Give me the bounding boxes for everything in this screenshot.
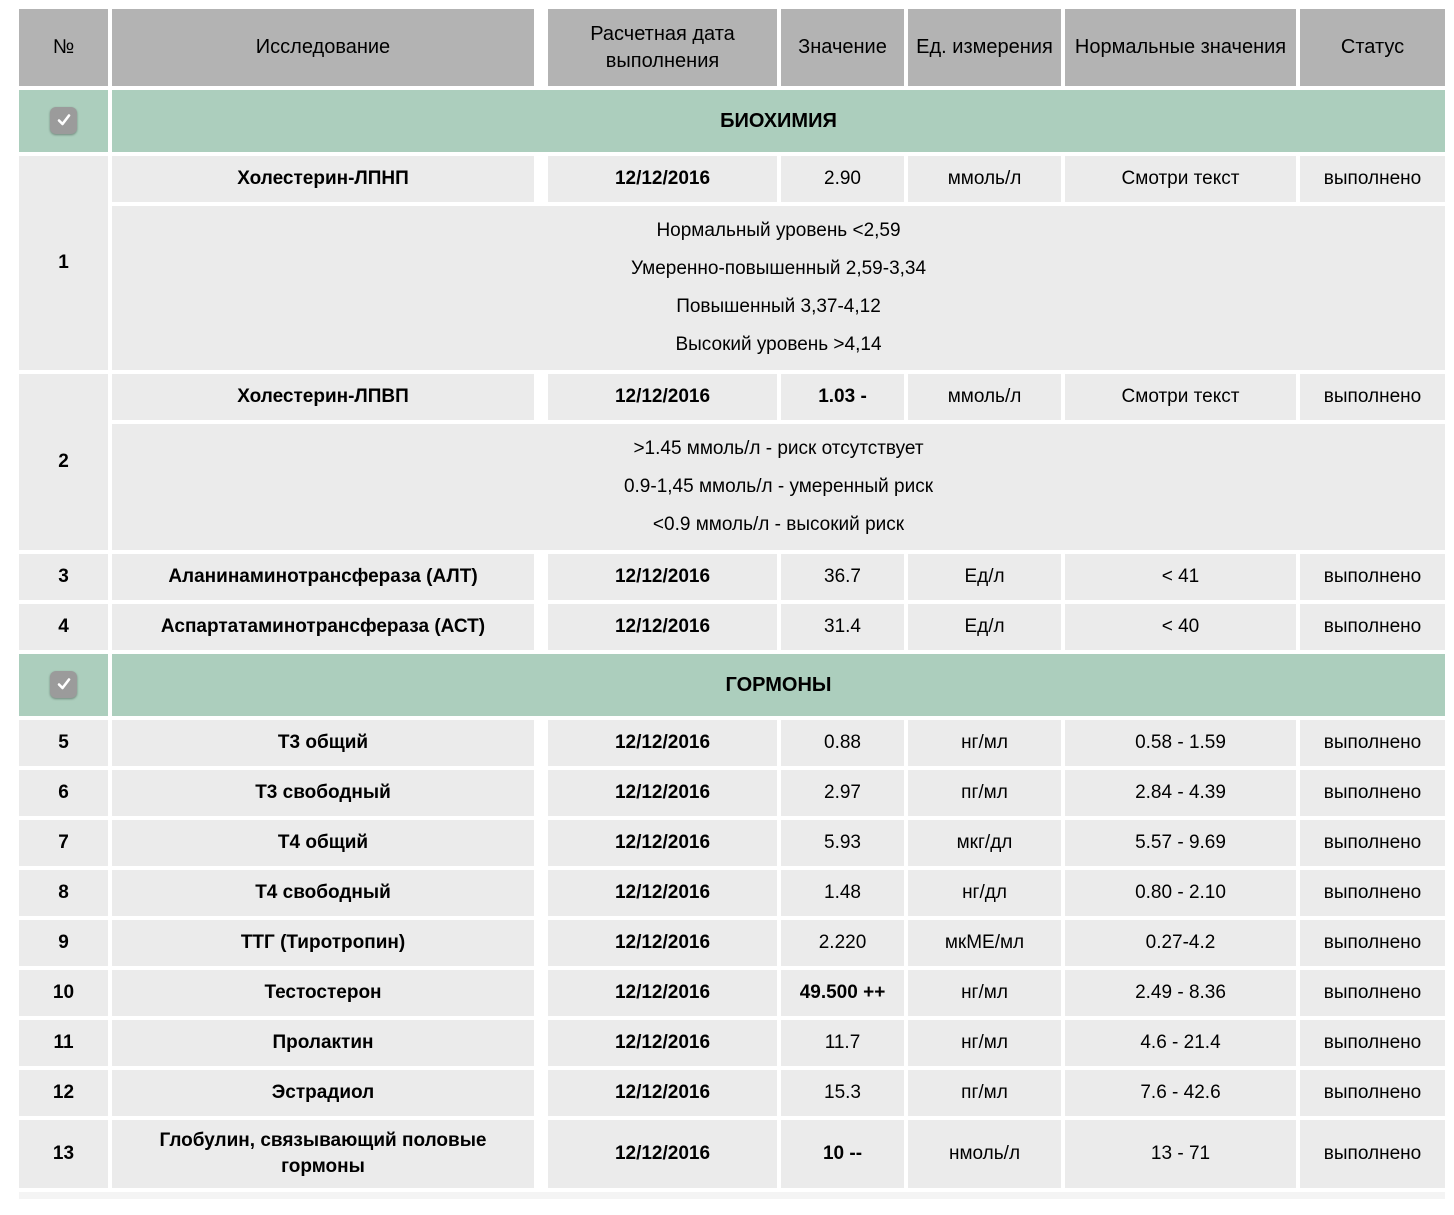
result-row: [19, 1020, 1445, 1066]
note-row: [19, 206, 1445, 370]
result-date: 12/12/2016: [548, 720, 777, 766]
result-row: [19, 1120, 1445, 1188]
test-name: Холестерин-ЛПНП: [112, 156, 544, 202]
row-number: 9: [19, 920, 108, 966]
section-checkbox[interactable]: [50, 671, 77, 698]
section-header: ГОРМОНЫ: [112, 654, 1445, 716]
result-date: 12/12/2016: [548, 970, 777, 1016]
note-text: [112, 424, 1445, 550]
test-name: Т3 общий: [112, 720, 544, 766]
result-status: выполнено: [1300, 554, 1445, 600]
test-name: Тестостерон: [112, 970, 544, 1016]
note-line: >1.45 ммоль/л - риск отсутствует: [633, 438, 924, 459]
test-name: ТТГ (Тиротропин): [112, 920, 544, 966]
column-header-date: Расчетная дата выполнения: [548, 9, 777, 86]
result-date: 12/12/2016: [548, 820, 777, 866]
results-table-body: [19, 90, 1445, 1199]
result-status: выполнено: [1300, 1070, 1445, 1116]
result-unit: нмоль/л: [908, 1120, 1061, 1188]
result-status: выполнено: [1300, 1120, 1445, 1188]
note-text: [112, 206, 1445, 370]
normal-range: 5.57 - 9.69: [1065, 820, 1296, 866]
test-name: Холестерин-ЛПВП: [112, 374, 544, 420]
result-status: выполнено: [1300, 1020, 1445, 1066]
section-header: БИОХИМИЯ: [112, 90, 1445, 152]
result-unit: пг/мл: [908, 770, 1061, 816]
result-date: 12/12/2016: [548, 1120, 777, 1188]
normal-range: 0.27-4.2: [1065, 920, 1296, 966]
section-row: [19, 90, 1445, 152]
test-name: Аспартатаминотрансфераза (АСТ): [112, 604, 544, 650]
result-date: 12/12/2016: [548, 554, 777, 600]
result-status: выполнено: [1300, 720, 1445, 766]
normal-range: Смотри текст: [1065, 374, 1296, 420]
row-number: 11: [19, 1020, 108, 1066]
row-number: 2: [19, 374, 108, 550]
result-value: 5.93: [781, 820, 904, 866]
column-header-status: Статус: [1300, 9, 1445, 86]
table-header-row: [19, 9, 1445, 86]
result-row: [19, 374, 1445, 420]
result-date: 12/12/2016: [548, 770, 777, 816]
column-header-unit: Ед. измерения: [908, 9, 1061, 86]
result-row: [19, 870, 1445, 916]
result-row: [19, 720, 1445, 766]
row-number: 12: [19, 1070, 108, 1116]
normal-range: 2.49 - 8.36: [1065, 970, 1296, 1016]
normal-range: 0.80 - 2.10: [1065, 870, 1296, 916]
normal-range: 4.6 - 21.4: [1065, 1020, 1296, 1066]
row-number: 6: [19, 770, 108, 816]
checkmark-icon: [55, 675, 73, 693]
row-number: 7: [19, 820, 108, 866]
note-line: Повышенный 3,37-4,12: [676, 296, 881, 317]
result-value: 15.3: [781, 1070, 904, 1116]
row-number: 10: [19, 970, 108, 1016]
result-value: 0.88: [781, 720, 904, 766]
result-status: выполнено: [1300, 374, 1445, 420]
normal-range: < 41: [1065, 554, 1296, 600]
result-row: [19, 156, 1445, 202]
section-select-cell: [19, 90, 108, 152]
result-status: выполнено: [1300, 604, 1445, 650]
note-line: 0.9-1,45 ммоль/л - умеренный риск: [623, 476, 934, 497]
note-line: Высокий уровень >4,14: [675, 334, 882, 355]
result-unit: нг/мл: [908, 1020, 1061, 1066]
result-unit: Ед/л: [908, 604, 1061, 650]
result-value: 11.7: [781, 1020, 904, 1066]
row-number: 8: [19, 870, 108, 916]
row-number: 1: [19, 156, 108, 370]
result-unit: ммоль/л: [908, 156, 1061, 202]
test-name: Т4 свободный: [112, 870, 544, 916]
column-header-value: Значение: [781, 9, 904, 86]
checkmark-icon: [55, 111, 73, 129]
result-value: 1.48: [781, 870, 904, 916]
note-line: Нормальный уровень <2,59: [656, 220, 901, 241]
column-header-normal: Нормальные значения: [1065, 9, 1296, 86]
normal-range: < 40: [1065, 604, 1296, 650]
result-unit: мкг/дл: [908, 820, 1061, 866]
result-status: выполнено: [1300, 870, 1445, 916]
result-unit: мкМЕ/мл: [908, 920, 1061, 966]
result-status: выполнено: [1300, 770, 1445, 816]
result-row: [19, 970, 1445, 1016]
result-value: 1.03 -: [781, 374, 904, 420]
result-status: выполнено: [1300, 820, 1445, 866]
result-status: выполнено: [1300, 920, 1445, 966]
normal-range: Смотри текст: [1065, 156, 1296, 202]
partial-row-cell: [19, 1192, 1445, 1199]
result-value: 36.7: [781, 554, 904, 600]
section-select-cell: [19, 654, 108, 716]
result-unit: ммоль/л: [908, 374, 1061, 420]
row-number: 4: [19, 604, 108, 650]
result-row: [19, 820, 1445, 866]
result-date: 12/12/2016: [548, 920, 777, 966]
result-row: [19, 554, 1445, 600]
result-row: [19, 604, 1445, 650]
test-name: Пролактин: [112, 1020, 544, 1066]
partial-next-row: [19, 1192, 1445, 1199]
result-date: 12/12/2016: [548, 1020, 777, 1066]
row-number: 13: [19, 1120, 108, 1188]
result-row: [19, 770, 1445, 816]
normal-range: 7.6 - 42.6: [1065, 1070, 1296, 1116]
note-line: <0.9 ммоль/л - высокий риск: [652, 514, 905, 535]
test-name: Глобулин, связывающий половые гормоны: [112, 1120, 544, 1188]
result-unit: Ед/л: [908, 554, 1061, 600]
result-row: [19, 1070, 1445, 1116]
result-value: 10 --: [781, 1120, 904, 1188]
result-unit: нг/дл: [908, 870, 1061, 916]
result-value: 49.500 ++: [781, 970, 904, 1016]
column-header-number: №: [19, 9, 108, 86]
result-date: 12/12/2016: [548, 156, 777, 202]
result-unit: нг/мл: [908, 970, 1061, 1016]
note-line: Умеренно-повышенный 2,59-3,34: [630, 258, 927, 279]
normal-range: 13 - 71: [1065, 1120, 1296, 1188]
row-number: 3: [19, 554, 108, 600]
test-name: Эстрадиол: [112, 1070, 544, 1116]
note-row: [19, 424, 1445, 550]
result-status: выполнено: [1300, 970, 1445, 1016]
result-value: 31.4: [781, 604, 904, 650]
result-unit: пг/мл: [908, 1070, 1061, 1116]
result-value: 2.220: [781, 920, 904, 966]
result-value: 2.90: [781, 156, 904, 202]
normal-range: 0.58 - 1.59: [1065, 720, 1296, 766]
result-row: [19, 920, 1445, 966]
result-value: 2.97: [781, 770, 904, 816]
result-date: 12/12/2016: [548, 374, 777, 420]
section-checkbox[interactable]: [50, 107, 77, 134]
result-date: 12/12/2016: [548, 870, 777, 916]
section-row: [19, 654, 1445, 716]
lab-results-table: [15, 5, 1449, 1203]
test-name: Т4 общий: [112, 820, 544, 866]
result-status: выполнено: [1300, 156, 1445, 202]
result-unit: нг/мл: [908, 720, 1061, 766]
test-name: Аланинаминотрансфераза (АЛТ): [112, 554, 544, 600]
normal-range: 2.84 - 4.39: [1065, 770, 1296, 816]
test-name: Т3 свободный: [112, 770, 544, 816]
result-date: 12/12/2016: [548, 604, 777, 650]
result-date: 12/12/2016: [548, 1070, 777, 1116]
row-number: 5: [19, 720, 108, 766]
column-header-test: Исследование: [112, 9, 544, 86]
